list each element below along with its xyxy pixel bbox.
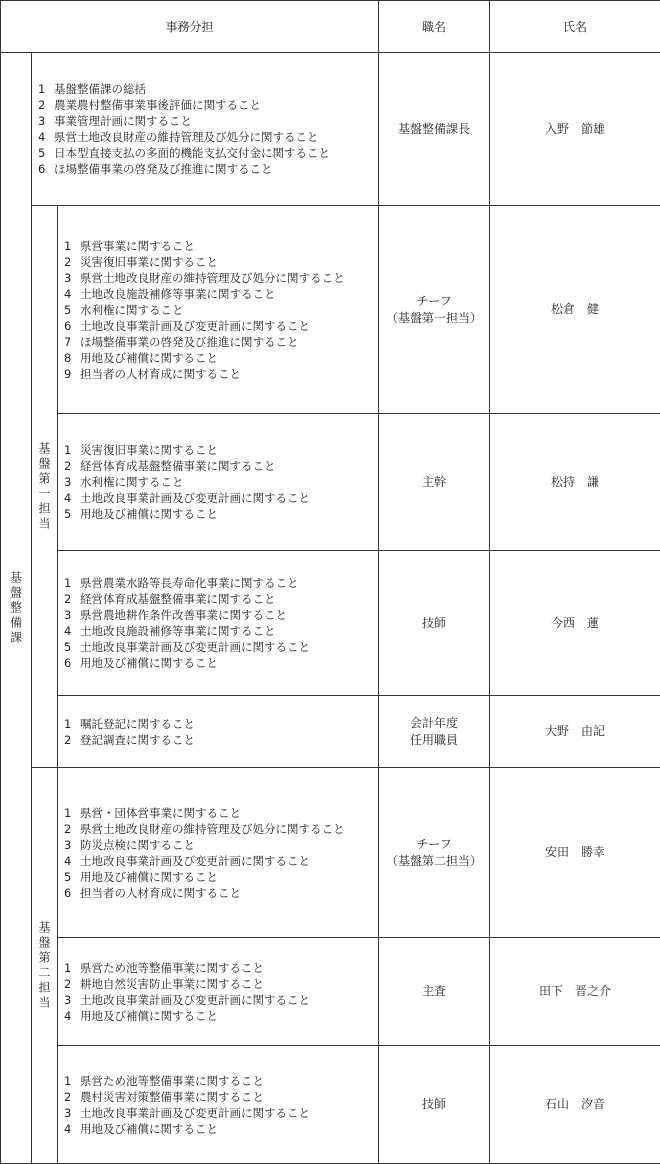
task-number: 2: [64, 458, 80, 474]
task-text: ほ場整備事業の啓発及び推進に関すること: [80, 335, 299, 349]
task-item: [64, 286, 378, 302]
name-cell: 入野 節雄: [490, 53, 660, 206]
task-item: [64, 716, 378, 732]
task-number: 5: [64, 869, 80, 885]
task-text: 県営土地改良財産の維持管理及び処分に関すること: [54, 130, 319, 144]
task-item: [64, 490, 378, 506]
table-row: [1, 768, 660, 938]
position-line: 主幹: [379, 474, 489, 491]
task-text: 土地改良施設補修等事業に関すること: [80, 287, 276, 301]
task-item: [38, 145, 378, 161]
task-number: 3: [64, 474, 80, 490]
task-cell: [58, 938, 379, 1046]
task-text: 災害復旧事業に関すること: [80, 255, 218, 269]
task-item: [64, 270, 378, 286]
task-number: 2: [64, 1089, 80, 1105]
task-number: 6: [38, 161, 54, 177]
task-text: 基盤整備課の総括: [54, 82, 146, 96]
table-row: [1, 53, 660, 206]
table-row: [1, 551, 660, 696]
task-number: 3: [38, 113, 54, 129]
task-text: 用地及び補償に関すること: [80, 870, 218, 884]
task-number: 1: [64, 575, 80, 591]
name-cell: 田下 晋之介: [490, 938, 660, 1046]
name-cell: 松持 謙: [490, 414, 660, 551]
task-text: 担当者の人材育成に関すること: [80, 886, 241, 900]
task-cell: [58, 414, 379, 551]
task-text: 土地改良事業計画及び変更計画に関すること: [80, 993, 310, 1007]
task-text: 水利権に関すること: [80, 303, 184, 317]
task-number: 4: [64, 490, 80, 506]
task-item: [64, 366, 378, 382]
task-text: 登記調査に関すること: [80, 733, 195, 747]
task-text: 土地改良事業計画及び変更計画に関すること: [80, 1106, 310, 1120]
position-line: チーフ: [379, 836, 489, 853]
task-number: 3: [64, 270, 80, 286]
table-row: [1, 696, 660, 768]
task-number: 8: [64, 350, 80, 366]
task-item: [64, 238, 378, 254]
task-item: [38, 161, 378, 177]
task-item: [64, 1073, 378, 1089]
task-number: 6: [64, 655, 80, 671]
task-item: [64, 992, 378, 1008]
task-number: 4: [64, 623, 80, 639]
position-line: 技師: [379, 1096, 489, 1113]
table-row: [1, 1046, 660, 1164]
position-cell: [379, 1046, 490, 1164]
task-text: 耕地自然災害防止事業に関すること: [80, 977, 264, 991]
position-line: 主査: [379, 983, 489, 1000]
division-label: 基盤整備課: [1, 53, 32, 1164]
task-cell: [58, 1046, 379, 1164]
task-text: 農業農村整備事業事後評価に関すること: [54, 98, 261, 112]
task-item: [64, 805, 378, 821]
task-number: 1: [64, 442, 80, 458]
position-line: 基盤整備課長: [379, 121, 489, 138]
task-item: [64, 976, 378, 992]
task-item: [64, 1105, 378, 1121]
task-item: [64, 254, 378, 270]
task-text: 農村災害対策整備事業に関すること: [80, 1090, 264, 1104]
task-item: [64, 607, 378, 623]
position-line: 任用職員: [379, 732, 489, 749]
task-text: 用地及び補償に関すること: [80, 656, 218, 670]
task-number: 5: [64, 506, 80, 522]
task-text: 県営・団体営事業に関すること: [80, 806, 241, 820]
task-number: 4: [64, 853, 80, 869]
position-cell: [379, 768, 490, 938]
task-number: 4: [64, 286, 80, 302]
task-text: 日本型直接支払の多面的機能支払交付金に関すること: [54, 146, 330, 160]
position-line: チーフ: [379, 293, 489, 310]
task-item: [64, 623, 378, 639]
task-text: 県営ため池等整備事業に関すること: [80, 961, 264, 975]
task-number: 2: [64, 254, 80, 270]
position-cell: [379, 696, 490, 768]
task-item: [64, 639, 378, 655]
name-cell: 安田 勝幸: [490, 768, 660, 938]
task-text: 土地改良施設補修等事業に関すること: [80, 624, 276, 638]
task-item: [64, 655, 378, 671]
position-line: （基盤第二担当）: [379, 853, 489, 870]
task-item: [64, 853, 378, 869]
position-cell: [379, 206, 490, 414]
task-number: 1: [38, 81, 54, 97]
task-text: 県営土地改良財産の維持管理及び処分に関すること: [80, 271, 345, 285]
task-number: 2: [64, 976, 80, 992]
task-item: [64, 442, 378, 458]
task-number: 3: [64, 992, 80, 1008]
header-tasks: 事務分担: [1, 1, 379, 53]
task-text: 県営農地耕作条件改善事業に関すること: [80, 608, 287, 622]
task-item: [64, 575, 378, 591]
name-cell: 大野 由記: [490, 696, 660, 768]
task-text: 担当者の人材育成に関すること: [80, 367, 241, 381]
task-item: [64, 350, 378, 366]
task-text: 県営ため池等整備事業に関すること: [80, 1074, 264, 1088]
task-item: [64, 318, 378, 334]
task-text: 土地改良事業計画及び変更計画に関すること: [80, 319, 310, 333]
group-label: 基盤第一担当: [32, 206, 58, 768]
task-text: 経営体育成基盤整備事業に関すること: [80, 459, 276, 473]
name-cell: 松倉 健: [490, 206, 660, 414]
position-cell: [379, 551, 490, 696]
task-item: [38, 113, 378, 129]
task-item: [64, 474, 378, 490]
task-cell: [58, 206, 379, 414]
task-item: [64, 837, 378, 853]
position-line: 会計年度: [379, 715, 489, 732]
header-name: 氏名: [490, 1, 660, 53]
task-item: [64, 885, 378, 901]
task-text: 用地及び補償に関すること: [80, 351, 218, 365]
task-text: 水利権に関すること: [80, 475, 184, 489]
task-item: [64, 1089, 378, 1105]
task-item: [64, 960, 378, 976]
task-item: [64, 458, 378, 474]
task-number: 1: [64, 805, 80, 821]
position-cell: [379, 53, 490, 206]
task-number: 1: [64, 960, 80, 976]
task-number: 6: [64, 885, 80, 901]
task-cell: [58, 768, 379, 938]
task-text: 用地及び補償に関すること: [80, 507, 218, 521]
task-number: 9: [64, 366, 80, 382]
table-row: [1, 938, 660, 1046]
task-item: [38, 97, 378, 113]
task-item: [64, 869, 378, 885]
task-text: 災害復旧事業に関すること: [80, 443, 218, 457]
task-number: 2: [38, 97, 54, 113]
task-text: 県営事業に関すること: [80, 239, 195, 253]
task-text: 用地及び補償に関すること: [80, 1122, 218, 1136]
task-number: 4: [64, 1008, 80, 1024]
task-number: 2: [64, 732, 80, 748]
task-item: [64, 591, 378, 607]
task-text: 防災点検に関すること: [80, 838, 195, 852]
task-text: 土地改良事業計画及び変更計画に関すること: [80, 640, 310, 654]
task-number: 5: [64, 302, 80, 318]
task-item: [64, 1008, 378, 1024]
task-item: [64, 302, 378, 318]
table-row: [1, 414, 660, 551]
task-item: [64, 506, 378, 522]
task-text: 用地及び補償に関すること: [80, 1009, 218, 1023]
task-text: 県営土地改良財産の維持管理及び処分に関すること: [80, 822, 345, 836]
task-number: 3: [64, 607, 80, 623]
task-item: [64, 821, 378, 837]
task-item: [64, 732, 378, 748]
task-number: 1: [64, 1073, 80, 1089]
task-text: 経営体育成基盤整備事業に関すること: [80, 592, 276, 606]
header-row: [1, 1, 660, 53]
table-row: [1, 206, 660, 414]
task-number: 6: [64, 318, 80, 334]
task-number: 1: [64, 238, 80, 254]
task-number: 5: [38, 145, 54, 161]
task-text: 土地改良事業計画及び変更計画に関すること: [80, 491, 310, 505]
position-line: （基盤第一担当）: [379, 310, 489, 327]
task-item: [64, 1121, 378, 1137]
position-line: 技師: [379, 615, 489, 632]
task-number: 1: [64, 716, 80, 732]
task-text: 県営農業水路等長寿命化事業に関すること: [80, 576, 299, 590]
task-number: 4: [64, 1121, 80, 1137]
name-cell: 石山 汐音: [490, 1046, 660, 1164]
task-item: [38, 81, 378, 97]
header-position: 職名: [379, 1, 490, 53]
task-cell: [58, 551, 379, 696]
task-number: 3: [64, 1105, 80, 1121]
task-number: 5: [64, 639, 80, 655]
task-item: [64, 334, 378, 350]
task-number: 7: [64, 334, 80, 350]
task-item: [38, 129, 378, 145]
task-text: ほ場整備事業の啓発及び推進に関すること: [54, 162, 273, 176]
position-cell: [379, 414, 490, 551]
task-text: 土地改良事業計画及び変更計画に関すること: [80, 854, 310, 868]
task-cell: [58, 696, 379, 768]
task-number: 3: [64, 837, 80, 853]
task-text: 事業管理計画に関すること: [54, 114, 192, 128]
task-number: 2: [64, 821, 80, 837]
task-cell: [32, 53, 379, 206]
name-cell: 今西 蓮: [490, 551, 660, 696]
task-number: 2: [64, 591, 80, 607]
group-label: 基盤第二担当: [32, 768, 58, 1164]
task-number: 4: [38, 129, 54, 145]
position-cell: [379, 938, 490, 1046]
task-text: 嘱託登記に関すること: [80, 717, 195, 731]
